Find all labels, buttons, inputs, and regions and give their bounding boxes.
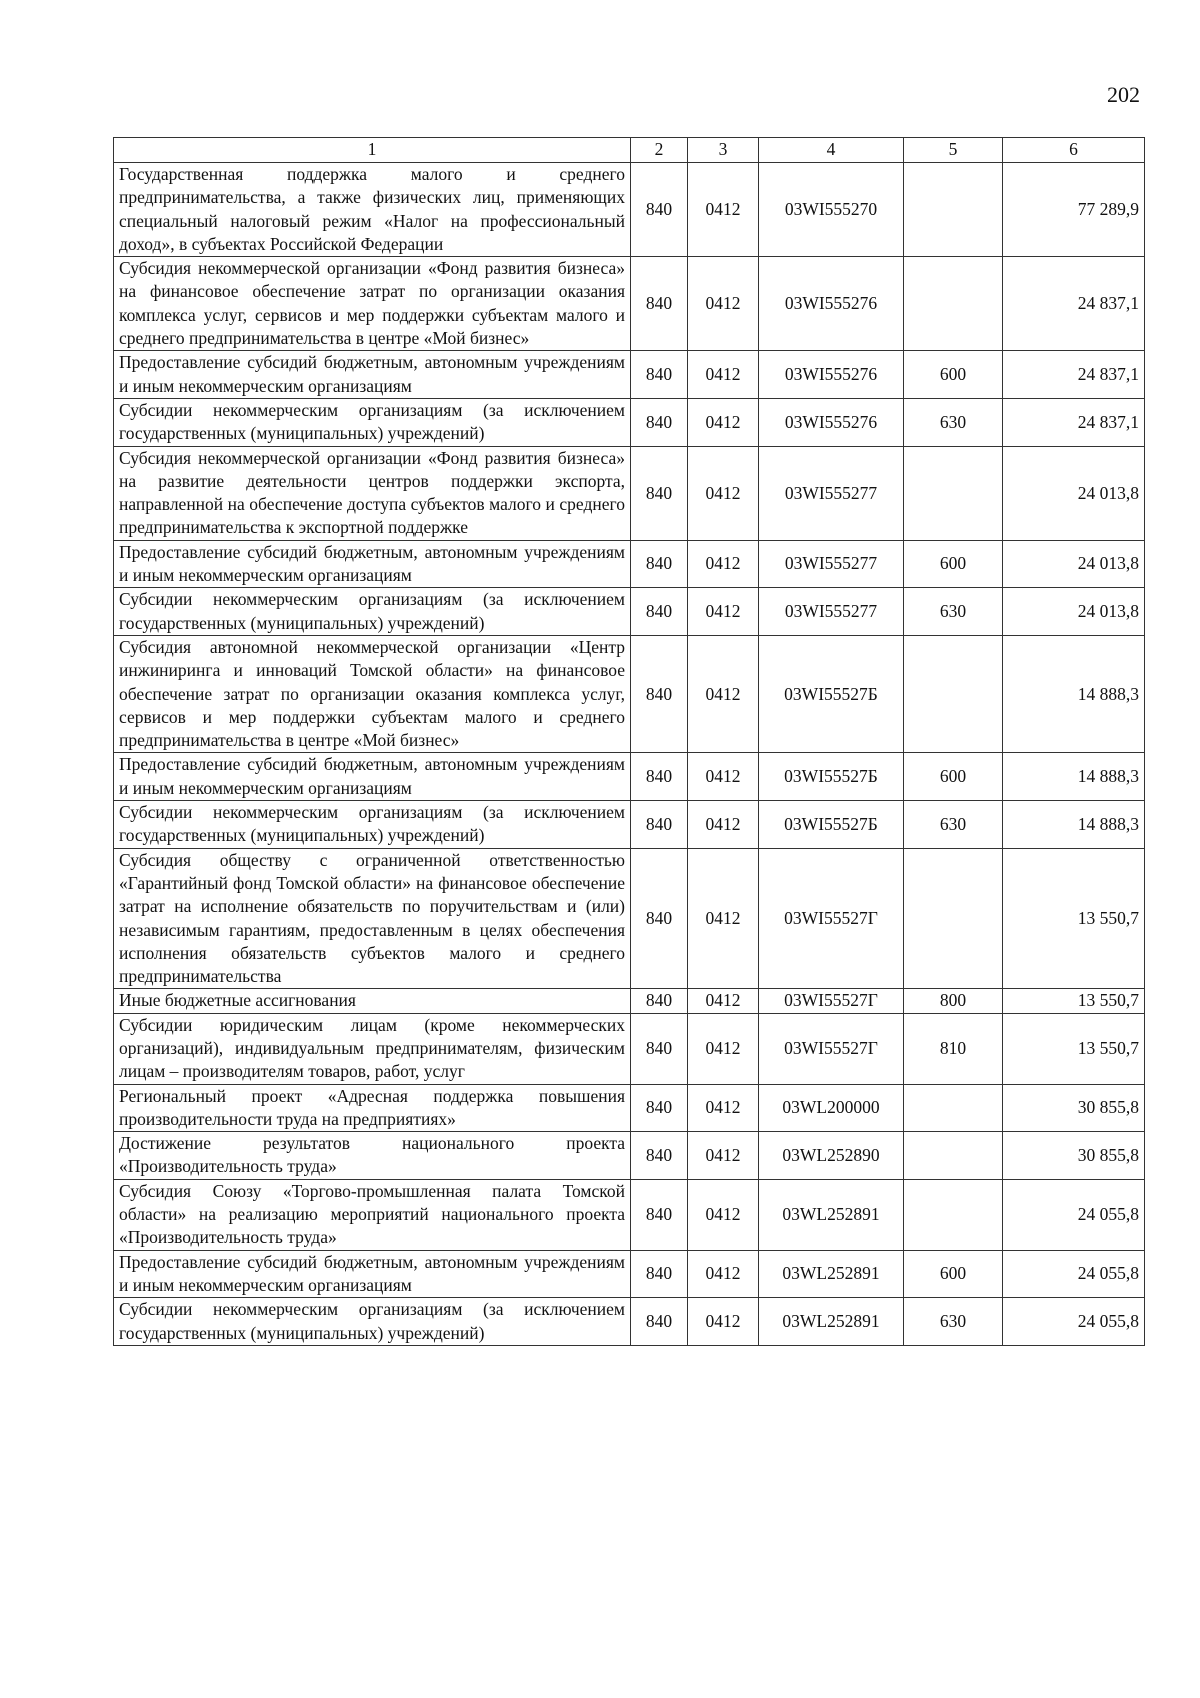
expense-type-cell: 630 — [904, 1298, 1003, 1346]
target-article-cell: 03WI55527Б — [759, 801, 904, 849]
target-article-cell: 03WI555277 — [759, 540, 904, 588]
target-article-cell: 03WI55527Б — [759, 753, 904, 801]
section-code-cell: 0412 — [688, 1298, 759, 1346]
item-name-cell: Предоставление субсидий бюджетным, автономным учреждениям и иным некоммерческим организациям — [114, 351, 631, 399]
department-code-cell: 840 — [631, 753, 688, 801]
amount-cell: 30 855,8 — [1003, 1084, 1145, 1132]
table-row — [114, 257, 1145, 351]
section-code-cell: 0412 — [688, 1132, 759, 1180]
amount-cell: 13 550,7 — [1003, 848, 1145, 989]
item-name-cell: Региональный проект «Адресная поддержка повышения производительности труда на предприятиях» — [114, 1084, 631, 1132]
amount-cell: 24 837,1 — [1003, 257, 1145, 351]
amount-cell: 24 055,8 — [1003, 1250, 1145, 1298]
section-code-cell: 0412 — [688, 635, 759, 752]
item-name-cell: Субсидия некоммерческой организации «Фонд развития бизнеса» на финансовое обеспечение затрат по организации оказания комплекса услуг, сервисов и мер поддержки субъектам малого и среднего предпринимательства в центре «Мой бизнес» — [114, 257, 631, 351]
section-code-cell: 0412 — [688, 351, 759, 399]
amount-cell: 24 055,8 — [1003, 1298, 1145, 1346]
section-code-cell: 0412 — [688, 588, 759, 636]
table-row — [114, 446, 1145, 540]
department-code-cell: 840 — [631, 588, 688, 636]
target-article-cell: 03WI555277 — [759, 446, 904, 540]
expense-type-cell — [904, 257, 1003, 351]
expense-type-cell: 810 — [904, 1013, 1003, 1084]
department-code-cell: 840 — [631, 1298, 688, 1346]
expense-type-cell: 630 — [904, 398, 1003, 446]
expense-type-cell — [904, 163, 1003, 257]
table-row — [114, 398, 1145, 446]
amount-cell: 24 055,8 — [1003, 1179, 1145, 1250]
amount-cell: 24 837,1 — [1003, 398, 1145, 446]
amount-cell: 14 888,3 — [1003, 753, 1145, 801]
table-row — [114, 1013, 1145, 1084]
expense-type-cell: 600 — [904, 753, 1003, 801]
table-row — [114, 1132, 1145, 1180]
expense-type-cell: 600 — [904, 1250, 1003, 1298]
department-code-cell: 840 — [631, 801, 688, 849]
item-name-cell: Субсидии некоммерческим организациям (за исключением государственных (муниципальных) учреждений) — [114, 398, 631, 446]
expense-type-cell — [904, 446, 1003, 540]
expense-type-cell — [904, 848, 1003, 989]
section-code-cell: 0412 — [688, 989, 759, 1013]
section-code-cell: 0412 — [688, 801, 759, 849]
table-row — [114, 588, 1145, 636]
department-code-cell: 840 — [631, 848, 688, 989]
column-header-5: 5 — [904, 138, 1003, 163]
column-header-1: 1 — [114, 138, 631, 163]
item-name-cell: Субсидии некоммерческим организациям (за исключением государственных (муниципальных) учреждений) — [114, 801, 631, 849]
amount-cell: 77 289,9 — [1003, 163, 1145, 257]
item-name-cell: Предоставление субсидий бюджетным, автономным учреждениям и иным некоммерческим организациям — [114, 540, 631, 588]
section-code-cell: 0412 — [688, 540, 759, 588]
amount-cell: 13 550,7 — [1003, 989, 1145, 1013]
amount-cell: 24 013,8 — [1003, 540, 1145, 588]
amount-cell: 30 855,8 — [1003, 1132, 1145, 1180]
section-code-cell: 0412 — [688, 257, 759, 351]
target-article-cell: 03WI55527Г — [759, 1013, 904, 1084]
department-code-cell: 840 — [631, 163, 688, 257]
table-row — [114, 1084, 1145, 1132]
item-name-cell: Субсидии юридическим лицам (кроме некоммерческих организаций), индивидуальным предпринимателям, физическим лицам – производителям товаров, работ, услуг — [114, 1013, 631, 1084]
page-number: 202 — [1107, 82, 1140, 107]
department-code-cell: 840 — [631, 1250, 688, 1298]
amount-cell: 14 888,3 — [1003, 635, 1145, 752]
department-code-cell: 840 — [631, 446, 688, 540]
table-row — [114, 1179, 1145, 1250]
column-header-4: 4 — [759, 138, 904, 163]
item-name-cell: Субсидия автономной некоммерческой организации «Центр инжиниринга и инноваций Томской области» на финансовое обеспечение затрат по организации оказания комплекса услуг, сервисов и мер поддержки субъектам малого и среднего предпринимательства в центре «Мой бизнес» — [114, 635, 631, 752]
section-code-cell: 0412 — [688, 1250, 759, 1298]
header-row — [114, 138, 1145, 163]
department-code-cell: 840 — [631, 1013, 688, 1084]
amount-cell: 24 013,8 — [1003, 446, 1145, 540]
amount-cell: 24 013,8 — [1003, 588, 1145, 636]
item-name-cell: Субсидия некоммерческой организации «Фонд развития бизнеса» на развитие деятельности центров поддержки экспорта, направленной на обеспечение доступа субъектов малого и среднего предпринимательства к экспортной поддержке — [114, 446, 631, 540]
expense-type-cell: 630 — [904, 588, 1003, 636]
budget-table — [113, 137, 1145, 1346]
section-code-cell: 0412 — [688, 1084, 759, 1132]
section-code-cell: 0412 — [688, 848, 759, 989]
target-article-cell: 03WI555276 — [759, 257, 904, 351]
target-article-cell: 03WI55527Г — [759, 989, 904, 1013]
section-code-cell: 0412 — [688, 446, 759, 540]
table-body — [114, 163, 1145, 1346]
target-article-cell: 03WI555276 — [759, 398, 904, 446]
item-name-cell: Предоставление субсидий бюджетным, автономным учреждениям и иным некоммерческим организациям — [114, 1250, 631, 1298]
expense-type-cell: 800 — [904, 989, 1003, 1013]
item-name-cell: Предоставление субсидий бюджетным, автономным учреждениям и иным некоммерческим организациям — [114, 753, 631, 801]
item-name-cell: Государственная поддержка малого и среднего предпринимательства, а также физических лиц, применяющих специальный налоговый режим «Налог на профессиональный доход», в субъектах Российской Федерации — [114, 163, 631, 257]
target-article-cell: 03WL252891 — [759, 1298, 904, 1346]
table-row — [114, 351, 1145, 399]
table-row — [114, 801, 1145, 849]
target-article-cell: 03WL252891 — [759, 1250, 904, 1298]
item-name-cell: Субсидии некоммерческим организациям (за исключением государственных (муниципальных) учреждений) — [114, 1298, 631, 1346]
section-code-cell: 0412 — [688, 753, 759, 801]
amount-cell: 13 550,7 — [1003, 1013, 1145, 1084]
amount-cell: 14 888,3 — [1003, 801, 1145, 849]
column-header-2: 2 — [631, 138, 688, 163]
table-row — [114, 753, 1145, 801]
table-row — [114, 848, 1145, 989]
target-article-cell: 03WI555276 — [759, 351, 904, 399]
table-row — [114, 635, 1145, 752]
target-article-cell: 03WI555270 — [759, 163, 904, 257]
target-article-cell: 03WL200000 — [759, 1084, 904, 1132]
section-code-cell: 0412 — [688, 163, 759, 257]
expense-type-cell — [904, 635, 1003, 752]
department-code-cell: 840 — [631, 1132, 688, 1180]
department-code-cell: 840 — [631, 1179, 688, 1250]
section-code-cell: 0412 — [688, 1013, 759, 1084]
department-code-cell: 840 — [631, 989, 688, 1013]
item-name-cell: Достижение результатов национального проекта «Производительность труда» — [114, 1132, 631, 1180]
column-header-3: 3 — [688, 138, 759, 163]
target-article-cell: 03WL252890 — [759, 1132, 904, 1180]
table-row — [114, 163, 1145, 257]
section-code-cell: 0412 — [688, 398, 759, 446]
expense-type-cell — [904, 1084, 1003, 1132]
column-header-6: 6 — [1003, 138, 1145, 163]
table-row — [114, 989, 1145, 1013]
department-code-cell: 840 — [631, 540, 688, 588]
department-code-cell: 840 — [631, 398, 688, 446]
expense-type-cell: 630 — [904, 801, 1003, 849]
amount-cell: 24 837,1 — [1003, 351, 1145, 399]
target-article-cell: 03WI55527Г — [759, 848, 904, 989]
item-name-cell: Иные бюджетные ассигнования — [114, 989, 631, 1013]
table-row — [114, 1298, 1145, 1346]
department-code-cell: 840 — [631, 257, 688, 351]
expense-type-cell — [904, 1179, 1003, 1250]
department-code-cell: 840 — [631, 635, 688, 752]
expense-type-cell — [904, 1132, 1003, 1180]
expense-type-cell: 600 — [904, 540, 1003, 588]
target-article-cell: 03WL252891 — [759, 1179, 904, 1250]
item-name-cell: Субсидия Союзу «Торгово-промышленная палата Томской области» на реализацию мероприятий национального проекта «Производительность труда» — [114, 1179, 631, 1250]
table-row — [114, 1250, 1145, 1298]
item-name-cell: Субсидия обществу с ограниченной ответственностью «Гарантийный фонд Томской области» на финансовое обеспечение затрат на исполнение обязательств по поручительствам и (или) независимым гарантиям, предоставленным в целях обеспечения исполнения обязательств субъектов малого и среднего предпринимательства — [114, 848, 631, 989]
expense-type-cell: 600 — [904, 351, 1003, 399]
department-code-cell: 840 — [631, 351, 688, 399]
target-article-cell: 03WI55527Б — [759, 635, 904, 752]
section-code-cell: 0412 — [688, 1179, 759, 1250]
table-row — [114, 540, 1145, 588]
department-code-cell: 840 — [631, 1084, 688, 1132]
item-name-cell: Субсидии некоммерческим организациям (за исключением государственных (муниципальных) учреждений) — [114, 588, 631, 636]
target-article-cell: 03WI555277 — [759, 588, 904, 636]
